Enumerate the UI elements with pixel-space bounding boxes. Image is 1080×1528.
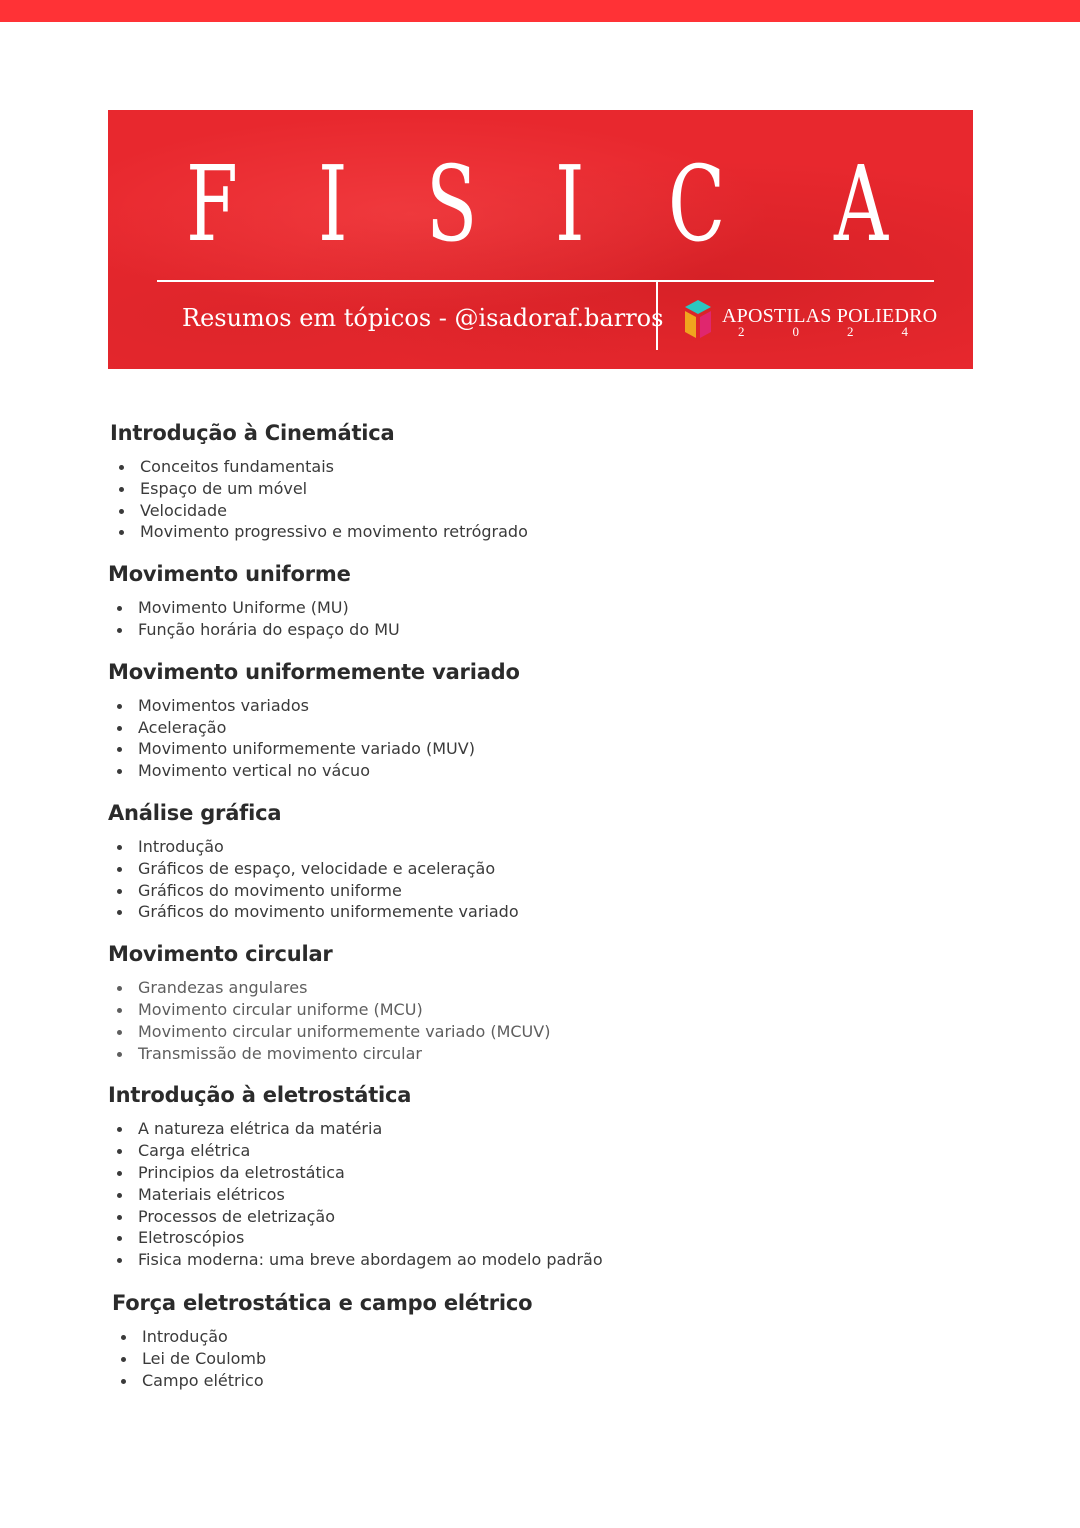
list-item: Movimento vertical no vácuo bbox=[138, 760, 988, 782]
list-item: Gráficos do movimento uniformemente variado bbox=[138, 901, 988, 923]
section-items bbox=[108, 695, 988, 782]
banner-title-letter: F bbox=[186, 143, 238, 265]
list-item: Campo elétrico bbox=[142, 1370, 988, 1392]
topic-section bbox=[108, 798, 988, 923]
topic-section bbox=[112, 1288, 988, 1391]
list-item: Carga elétrica bbox=[138, 1140, 988, 1162]
banner-title-letter: A bbox=[834, 143, 889, 265]
list-item: Movimento Uniforme (MU) bbox=[138, 597, 988, 619]
list-item: Gráficos de espaço, velocidade e aceleração bbox=[138, 858, 988, 880]
list-item: Espaço de um móvel bbox=[140, 478, 988, 500]
section-title: Introdução à eletrostática bbox=[108, 1083, 412, 1108]
list-item: Processos de eletrização bbox=[138, 1206, 988, 1228]
topic-section bbox=[108, 1080, 988, 1271]
header-banner bbox=[108, 110, 973, 369]
banner-subtitle: Resumos em tópicos - @isadoraf.barros bbox=[182, 304, 664, 332]
list-item: Movimento circular uniformemente variado (MCUV) bbox=[138, 1021, 988, 1043]
section-items bbox=[108, 836, 988, 923]
section-title: Força eletrostática e campo elétrico bbox=[112, 1290, 533, 1315]
banner-title-letter: I bbox=[318, 143, 348, 265]
brand-year-digit: 0 bbox=[792, 324, 799, 339]
list-item: Aceleração bbox=[138, 717, 988, 739]
banner-title-letter: I bbox=[555, 143, 585, 265]
list-item: Materiais elétricos bbox=[138, 1184, 988, 1206]
list-item: Grandezas angulares bbox=[138, 977, 988, 999]
list-item: Função horária do espaço do MU bbox=[138, 619, 988, 641]
section-items bbox=[108, 597, 988, 641]
section-items bbox=[108, 977, 988, 1064]
section-title: Movimento uniforme bbox=[108, 562, 351, 587]
section-items bbox=[110, 456, 988, 543]
topic-section bbox=[110, 418, 988, 543]
list-item: Movimento circular uniforme (MCU) bbox=[138, 999, 988, 1021]
list-item: Movimento uniformemente variado (MUV) bbox=[138, 738, 988, 760]
list-item: Velocidade bbox=[140, 500, 988, 522]
topic-section bbox=[108, 657, 988, 782]
banner-title-letter: C bbox=[668, 143, 726, 265]
list-item: Principios da eletrostática bbox=[138, 1162, 988, 1184]
poliedro-cube-icon bbox=[683, 298, 713, 340]
banner-divider bbox=[157, 280, 934, 282]
list-item: Gráficos do movimento uniforme bbox=[138, 880, 988, 902]
section-title: Movimento uniformemente variado bbox=[108, 659, 520, 684]
list-item: Lei de Coulomb bbox=[142, 1348, 988, 1370]
section-title: Introdução à Cinemática bbox=[110, 421, 395, 445]
banner-title-letter: S bbox=[426, 143, 478, 265]
topic-section bbox=[108, 559, 988, 641]
section-title: Movimento circular bbox=[108, 942, 333, 967]
brand-year bbox=[738, 324, 908, 340]
brand-year-digit: 4 bbox=[901, 324, 908, 339]
list-item: Eletroscópios bbox=[138, 1227, 988, 1249]
topic-section bbox=[108, 939, 988, 1064]
list-item: Conceitos fundamentais bbox=[140, 456, 988, 478]
list-item: Movimento progressivo e movimento retrógrado bbox=[140, 521, 988, 543]
list-item: Introdução bbox=[138, 836, 988, 858]
section-title: Análise gráfica bbox=[108, 800, 282, 825]
section-items bbox=[112, 1326, 988, 1391]
list-item: A natureza elétrica da matéria bbox=[138, 1118, 988, 1140]
top-accent-bar bbox=[0, 0, 1080, 22]
brand-year-digit: 2 bbox=[738, 324, 745, 339]
section-items bbox=[108, 1118, 988, 1271]
list-item: Movimentos variados bbox=[138, 695, 988, 717]
list-item: Fisica moderna: uma breve abordagem ao modelo padrão bbox=[138, 1249, 988, 1271]
brand-name: APOSTILAS POLIEDRO bbox=[722, 305, 938, 327]
list-item: Introdução bbox=[142, 1326, 988, 1348]
topics-list bbox=[108, 418, 988, 1391]
list-item: Transmissão de movimento circular bbox=[138, 1043, 988, 1065]
brand-year-digit: 2 bbox=[847, 324, 854, 339]
